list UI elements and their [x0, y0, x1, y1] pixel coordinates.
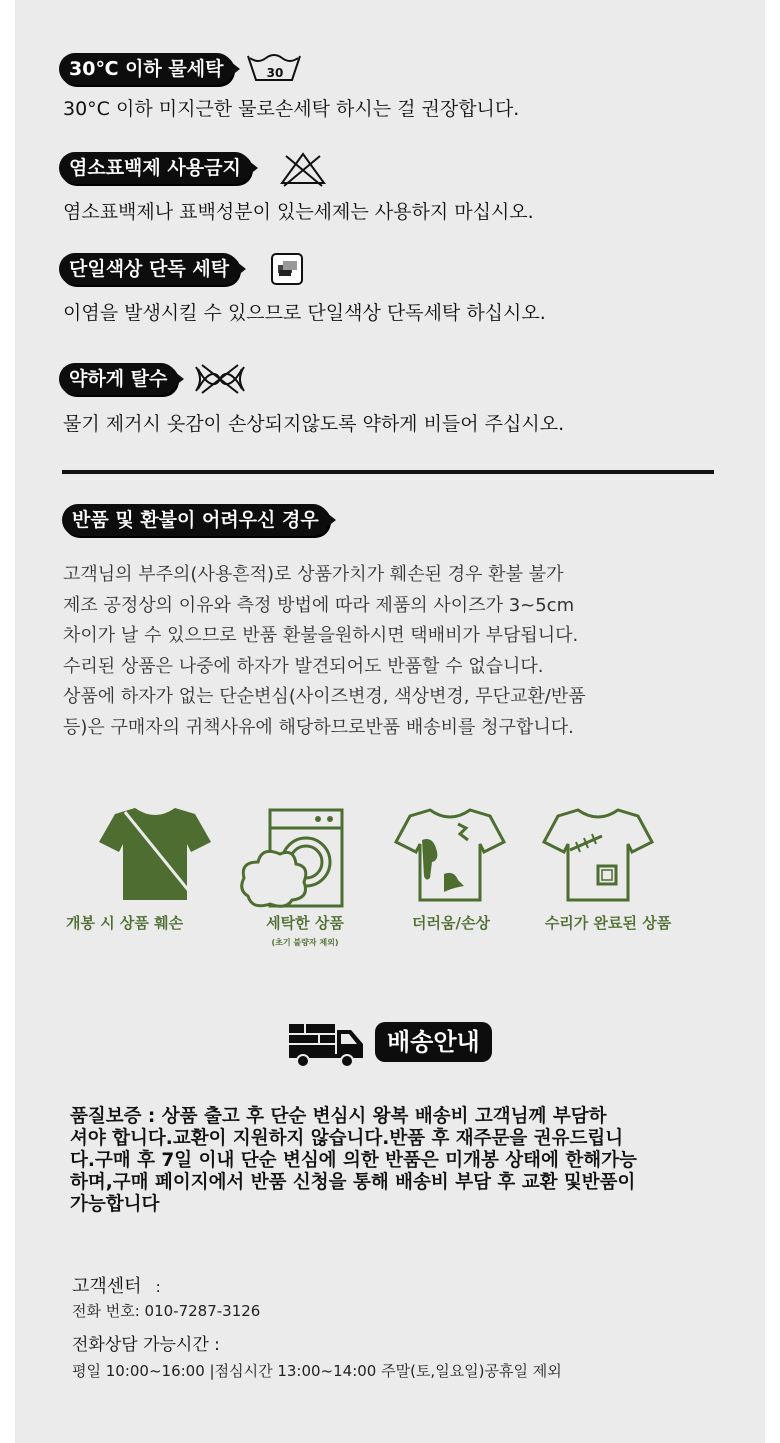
illus-caption-washed-sub: (초기 불량자 제외) — [271, 938, 339, 947]
customer-phone: 전화 번호: 010-7287-3126 — [72, 1302, 261, 1320]
returns-line: 수리된 상품은 나중에 하자가 발견되어도 반품할 수 없습니다. — [63, 655, 544, 677]
policy-line: 셔야 합니다.교환이 지원하지 않습니다.반품 후 재주문을 권유드립니 — [70, 1128, 624, 1149]
washing-machine-icon — [238, 806, 350, 912]
wash-separately-icon — [270, 252, 306, 288]
consult-hours-title: 전화상담 가능시간 : — [72, 1335, 220, 1355]
policy-line: 하며,구매 페이지에서 반품 신청을 통해 배송비 부담 후 교환 및반품이 — [70, 1172, 636, 1193]
returns-line: 고객님의 부주의(사용흔적)로 상품가치가 훼손된 경우 환불 불가 — [63, 564, 564, 585]
illus-caption-stained: 더러움/손상 — [412, 914, 490, 932]
no-bleach-icon — [278, 150, 328, 188]
care-badge-gentle-wring: 약하게 탈수 — [59, 363, 177, 395]
policy-line: 가능합니다 — [70, 1194, 160, 1215]
returns-line: 상품에 하자가 없는 단순변심(사이즈변경, 색상변경, 무단교환/반품 — [63, 686, 586, 707]
care-desc-wash-30: 30°C 이하 미지근한 물로손세탁 하시는 걸 권장합니다. — [63, 98, 520, 120]
care-desc-gentle-wring: 물기 제거시 옷감이 손상되지않도록 약하게 비들어 주십시오. — [63, 413, 565, 435]
damaged-tshirt-icon — [95, 804, 215, 904]
returns-line: 차이가 날 수 있으므로 반품 환불을원하시면 택배비가 부담됩니다. — [63, 625, 579, 646]
customer-center-label: 고객센터 — [72, 1276, 142, 1297]
stained-tshirt-icon — [392, 806, 508, 906]
section-divider — [62, 470, 714, 474]
policy-line: 다.구매 후 7일 이내 단순 변심에 의한 반품은 미개봉 상태에 한해가능 — [70, 1150, 637, 1171]
illus-caption-repaired: 수리가 완료된 상품 — [544, 914, 672, 932]
policy-line: 품질보증 : 상품 출고 후 단순 변심시 왕복 배송비 고객님께 부담하 — [70, 1106, 607, 1127]
care-badge-wash-30: 30℃ 이하 물세탁 — [59, 53, 233, 85]
shipping-policy — [70, 1106, 637, 1216]
wash-30-icon — [246, 52, 302, 86]
returns-notice — [63, 560, 586, 743]
shipping-title: 배송안내 — [375, 1022, 492, 1062]
delivery-truck-icon — [287, 1020, 365, 1068]
illus-caption-opened-damage: 개봉 시 상품 훼손 — [66, 914, 184, 932]
returns-badge: 반품 및 환불이 어려우신 경우 — [62, 504, 329, 536]
care-badge-no-bleach: 염소표백제 사용금지 — [59, 152, 251, 184]
care-desc-wash-separately: 이염을 발생시킬 수 있으므로 단일색상 단독세탁 하십시오. — [63, 302, 546, 324]
consult-hours: 평일 10:00~16:00 |점심시간 13:00~14:00 주말(토,일요일)공휴일 제외 — [72, 1362, 562, 1380]
customer-center-title — [72, 1272, 161, 1298]
illus-caption-washed: 세탁한 상품 — [266, 914, 344, 932]
gentle-wring-icon — [192, 363, 248, 395]
wash-temp-text: 30 — [266, 66, 284, 80]
returns-line: 제조 공정상의 이유와 측정 방법에 따라 제품의 사이즈가 3~5cm — [63, 594, 575, 616]
care-badge-wash-separately: 단일색상 단독 세탁 — [59, 253, 239, 285]
returns-line: 등)은 구매자의 귀책사유에 해당하므로반품 배송비를 청구합니다. — [63, 716, 574, 738]
repaired-tshirt-icon — [540, 806, 656, 906]
care-desc-no-bleach: 염소표백제나 표백성분이 있는세제는 사용하지 마십시오. — [63, 201, 534, 223]
customer-center-colon: : — [155, 1278, 161, 1296]
